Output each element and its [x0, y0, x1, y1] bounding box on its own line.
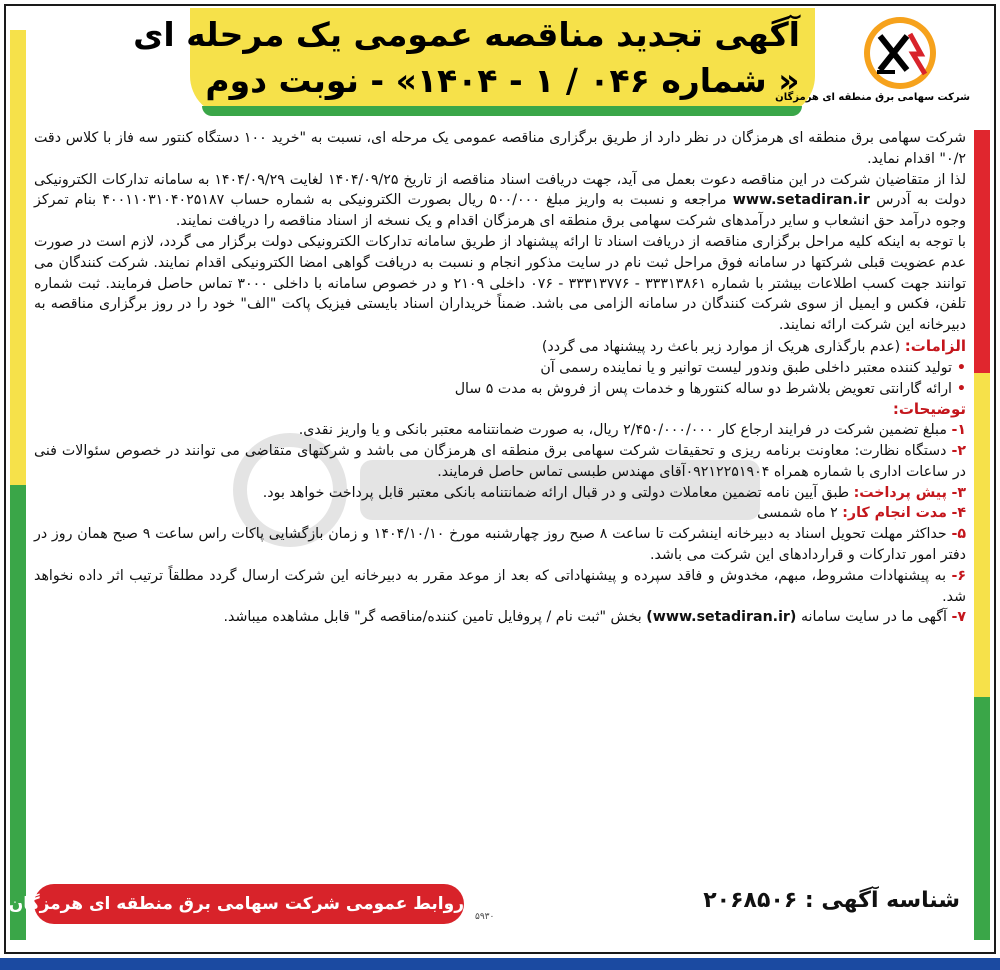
note-number: ۲- [951, 442, 967, 459]
requirement-item: • ارائه گارانتی تعویض بلاشرط دو ساله کنتورها و خدمات پس از فروش به مدت ۵ سال [34, 379, 966, 400]
note-number: ۵- [951, 526, 966, 543]
note-text: طبق آیین نامه تضمین معاملات دولتی و در قبال ارائه ضمانتنامه بانکی معتبر قابل پرداخت خواهد بود. [262, 484, 850, 501]
documents-paragraph [34, 170, 966, 232]
public-relations-badge: روابط عمومی شرکت سهامی برق منطقه ای هرمزگان [34, 884, 464, 924]
note-item [34, 441, 966, 483]
bottom-band [0, 958, 1000, 970]
requirement-item: • تولید کننده معتبر داخلی طبق وندور لیست توانیر و یا نماینده رسمی آن [34, 358, 966, 379]
setadiran-link[interactable]: www.setadiran.ir [732, 192, 870, 209]
note-number: ۱- [951, 422, 966, 439]
notes-heading: توضیحات: [892, 400, 966, 419]
company-logo [775, 14, 970, 114]
note-text: ۲ ماه شمسی [757, 505, 838, 522]
print-code: ۵۹۳۰ [475, 912, 495, 922]
note-number: ۶- [951, 567, 966, 584]
note-label: مدت انجام کار: [842, 505, 947, 522]
note-number: ۴- [951, 505, 966, 522]
title-line-1: آگهی تجدید مناقصه عمومی یک مرحله ای [133, 15, 800, 54]
requirements-header [34, 336, 966, 358]
requirements-note: (عدم بارگذاری هریک از موارد زیر باعث رد پیشنهاد می گردد) [541, 338, 901, 355]
note-text: آگهی ما در سایت سامانه [800, 609, 947, 626]
notice-title [133, 12, 800, 104]
ad-identifier: شناسه آگهی : ۲۰۶۸۵۰۶ [703, 888, 960, 913]
note-item [34, 524, 966, 566]
procedure-paragraph: با توجه به اینکه کلیه مراحل برگزاری مناقصه از دریافت اسناد تا ارائه پیشنهاد از طریق سامانه تدارکات الکترونیکی دولت برگزار می گردد، لازم است در صورت عدم عضویت قبلی شرکتها در سامانه فوق مراحل ثبت نام در سایت مذکور انجام و نسبت به دریافت گواهی امضا الکترونیکی اقدام نمایند. شرکت کنندگان می توانند جهت کسب اطلاعات بیشتر با شماره ۳۳۳۱۳۸۶۱ - ۳۳۳۱۳۷۷۶ - ۰۷۶ داخلی ۲۱۰۹ و در خصوص سامانه با داخلی ۳۰۰۰ تماس حاصل فرمایند. ثبت شماره تلفن، فکس و ایمیل از سوی شرکت کنندگان در سامانه الزامی می باشد. ضمناً خریداران اسناد بایستی فیزیک پاکت "الف" خود را در روز برگزاری مناقصه به دبیرخانه این شرکت ارائه نمایند. [34, 233, 967, 334]
note-item [34, 566, 966, 608]
power-company-emblem-icon [855, 14, 945, 92]
title-line-2: « شماره ۰۴۶ / ۱ - ۱۴۰۴» - نوبت دوم [205, 61, 800, 100]
note-item [34, 483, 966, 504]
note-item [34, 503, 966, 524]
note-number: ۳- [951, 484, 966, 501]
intro-paragraph: شرکت سهامی برق منطقه ای هرمزگان در نظر دارد از طریق برگزاری مناقصه عمومی یک مرحله ای، نسبت به "خرید ۱۰۰ دستگاه کنتور سه فاز با کلاس دقت ۰/۲" اقدام نماید. [34, 130, 966, 167]
documents-text-a: لذا از متقاضیان شرکت در این مناقصه دعوت بعمل می آید، جهت دریافت اسناد مناقصه از تاریخ ۱۴۰۴/۰۹/۲۵ لغایت ۱۴۰۴/۰۹/۲۹ به سامانه تدارکات الکترونیکی دولت به آدرس [34, 171, 967, 209]
decorative-side-stripe-right [974, 130, 990, 940]
note-number: ۷- [951, 609, 966, 626]
note-text: به پیشنهادات مشروط، مبهم، مخدوش و فاقد سپرده و پیشنهاداتی که بعد از موعد مقرر به دبیرخانه این شرکت ارسال گردد مطلقاً ترتیب اثر داده نخواهد شد. [34, 567, 966, 605]
note-item [34, 607, 966, 628]
logo-caption: شرکت سهامی برق منطقه ای هرمزگان [775, 92, 970, 103]
note-item [34, 420, 966, 441]
notice-body [34, 128, 966, 628]
note-text: مبلغ تضمین شرکت در فرایند ارجاع کار ۲/۴۵۰/۰۰۰/۰۰۰ ریال، به صورت ضمانتنامه معتبر بانکی و یا واریز نقدی. [298, 422, 947, 439]
setadiran-link[interactable]: (www.setadiran.ir) [646, 609, 797, 626]
note-text: حداکثر مهلت تحویل اسناد به دبیرخانه اینشرکت تا ساعت ۸ صبح روز چهارشنبه مورخ ۱۴۰۴/۱۰/۱۰ و زمان بازگشایی پاکات راس ساعت ۹ صبح همان روز در دفتر امور تدارکات و قراردادهای این شرکت می باشد. [34, 526, 966, 563]
note-text: دستگاه نظارت: معاونت برنامه ریزی و تحقیقات شرکت سهامی برق منطقه ای هرمزگان می باشد و شرکتهای متقاضی می توانند در خصوص سئوالات فنی در ساعات اداری با شماره همراه ۰۹۲۱۲۲۵۱۹۰۴آقای مهندس طبسی تماس حاصل فرمایند. [34, 442, 966, 480]
note-text: بخش "ثبت نام / پروفایل تامین کننده/مناقصه گر" قابل مشاهده میباشد. [223, 609, 642, 626]
requirements-heading: الزامات: [904, 336, 966, 355]
documents-text-b: مراجعه و نسبت به واریز مبلغ ۵۰۰/۰۰۰ ریال بصورت الکترونیکی به شماره حساب ۴۰۰۱۱۰۳۱۰۴۰۲۵۱۸۷ بنام تمرکز وجوه درآمد حق انشعاب و سایر درآمدهای شرکت سهامی برق منطقه ای هرمزگان اقدام و یک نسخه از اسناد مناقصه را دریافت نمایند. [34, 192, 966, 230]
decorative-side-stripe-left [10, 30, 26, 940]
header-green-stripe [202, 106, 802, 116]
note-label: پیش پرداخت: [853, 484, 947, 501]
